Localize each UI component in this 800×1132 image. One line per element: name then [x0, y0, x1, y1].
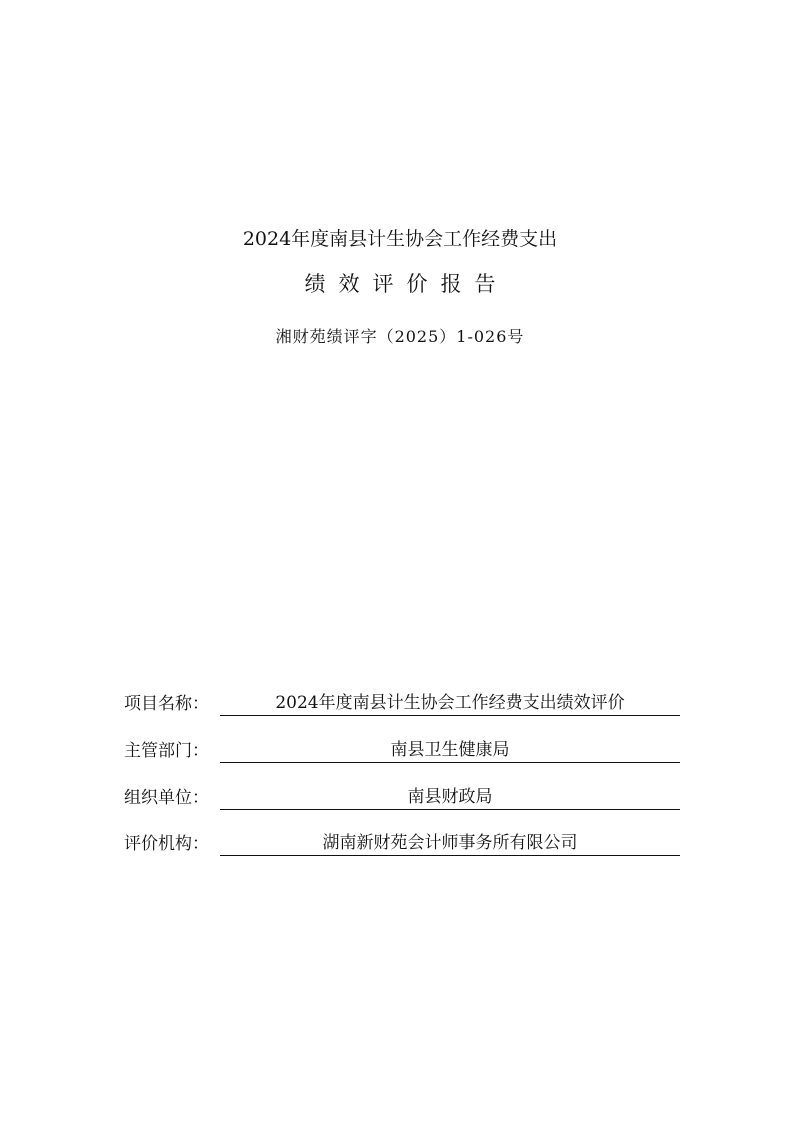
authority-row: [124, 735, 680, 763]
project-name-label: 项目名称：: [124, 694, 209, 714]
document-number: 湘财苑绩评字（2025）1-026号: [275, 327, 525, 346]
project-name-row: [124, 688, 680, 716]
organizer-label: 组织单位：: [124, 788, 209, 808]
evaluator-row: [124, 828, 680, 856]
organizer-value: 南县财政局: [220, 785, 680, 810]
report-title-line2: 绩效评价报告: [304, 272, 509, 296]
project-name-value: 2024年度南县计生协会工作经费支出绩效评价: [220, 691, 680, 716]
organizer-row: [124, 782, 680, 810]
report-title-line1: 2024年度南县计生协会工作经费支出: [242, 228, 558, 250]
authority-value: 南县卫生健康局: [220, 738, 680, 763]
evaluator-label: 评价机构：: [124, 834, 209, 854]
evaluator-value: 湖南新财苑会计师事务所有限公司: [220, 831, 680, 856]
authority-label: 主管部门：: [124, 741, 209, 761]
